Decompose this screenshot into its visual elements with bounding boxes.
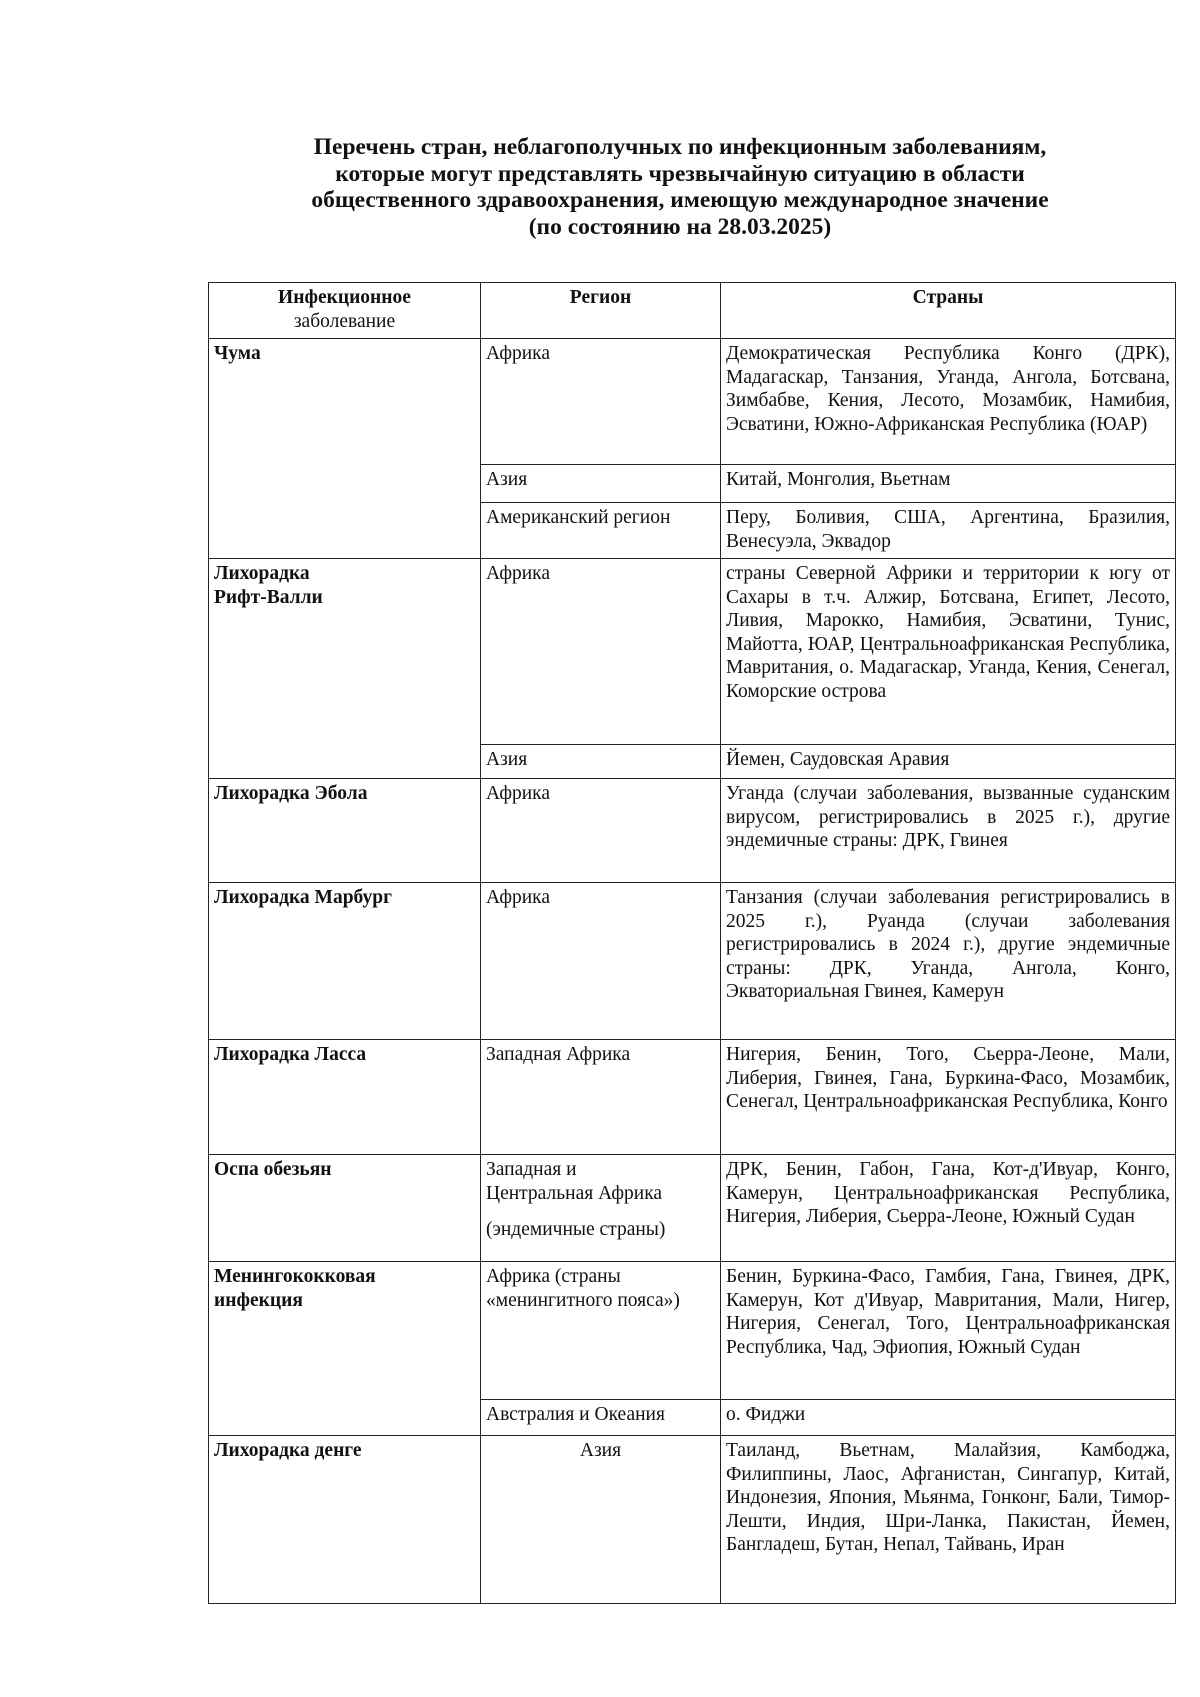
title-line: которые могут представлять чрезвычайную ситуацию в области <box>335 160 1025 187</box>
table-row <box>209 1155 1176 1262</box>
disease-mpox: Оспа обезьян <box>209 1155 481 1262</box>
region-cell: Азия <box>481 745 721 779</box>
region-cell: Австралия и Океания <box>481 1400 721 1436</box>
disease-meningococcal: Менингококковая инфекция <box>209 1262 481 1436</box>
countries-cell: Нигерия, Бенин, Того, Сьерра-Леоне, Мали, Либерия, Гвинея, Гана, Буркина-Фасо, Мозамбик, Сенегал, Центральноафриканская Республика, Конго <box>721 1040 1176 1155</box>
region-cell: Западная и Центральная Африка (эндемичные страны) <box>481 1155 721 1262</box>
table-row <box>209 1262 1176 1400</box>
document-title <box>120 134 1200 240</box>
region-cell: Американский регион <box>481 503 721 559</box>
table-row <box>209 883 1176 1040</box>
region-cell: Африка <box>481 883 721 1040</box>
title-line: общественного здравоохранения, имеющую международное значение <box>311 187 1049 213</box>
header-region: Регион <box>481 283 721 339</box>
title-line: Перечень стран, неблагополучных по инфекционным заболеваниям, <box>313 134 1047 160</box>
countries-cell: Перу, Боливия, США, Аргентина, Бразилия, Венесуэла, Эквадор <box>721 503 1176 559</box>
countries-cell: Танзания (случаи заболевания регистрировались в 2025 г.), Руанда (случаи заболевания регистрировались в 2024 г.), другие эндемичные страны: ДРК, Уганда, Ангола, Конго, Экваториальная Гвинея, Камерун <box>721 883 1176 1040</box>
countries-cell: ДРК, Бенин, Габон, Гана, Кот-д'Ивуар, Конго, Камерун, Центральноафриканская Республика, Нигерия, Либерия, Сьерра-Леоне, Южный Судан <box>721 1155 1176 1262</box>
countries-cell: Бенин, Буркина-Фасо, Гамбия, Гана, Гвинея, ДРК, Камерун, Кот д'Ивуар, Мавритания, Мали, Нигер, Нигерия, Сенегал, Того, Центральноафриканская Республика, Чад, Эфиопия, Южный Судан <box>721 1262 1176 1400</box>
disease-dengue: Лихорадка денге <box>209 1436 481 1604</box>
countries-cell: Уганда (случаи заболевания, вызванные суданским вирусом, регистрировались в 2025 г.), другие эндемичные страны: ДРК, Гвинея <box>721 779 1176 883</box>
countries-cell: Таиланд, Вьетнам, Малайзия, Камбоджа, Филиппины, Лаос, Афганистан, Сингапур, Китай, Индонезия, Япония, Мьянма, Гонконг, Бали, Тимор-Лешти, Индия, Шри-Ланка, Пакистан, Йемен, Бангладеш, Бутан, Непал, Тайвань, Иран <box>721 1436 1176 1604</box>
region-cell: Африка <box>481 559 721 745</box>
region-cell: Западная Африка <box>481 1040 721 1155</box>
countries-cell: о. Фиджи <box>721 1400 1176 1436</box>
countries-cell: Йемен, Саудовская Аравия <box>721 745 1176 779</box>
table-row <box>209 779 1176 883</box>
table-header-row <box>209 283 1176 339</box>
region-cell: Африка (страны «менингитного пояса») <box>481 1262 721 1400</box>
header-countries: Страны <box>721 283 1176 339</box>
disease-rift-valley: Лихорадка Рифт-Валли <box>209 559 481 779</box>
table-row <box>209 559 1176 745</box>
title-line: (по состоянию на 28.03.2025) <box>528 213 832 240</box>
countries-cell: Демократическая Республика Конго (ДРК), Мадагаскар, Танзания, Уганда, Ангола, Ботсвана, Зимбабве, Кения, Лесото, Мозамбик, Намибия, Эсватини, Южно-Африканская Республика (ЮАР) <box>721 339 1176 465</box>
countries-cell: Китай, Монголия, Вьетнам <box>721 465 1176 503</box>
disease-plague: Чума <box>209 339 481 559</box>
table-row <box>209 1040 1176 1155</box>
region-cell: Азия <box>481 1436 721 1604</box>
table-row <box>209 1436 1176 1604</box>
region-cell: Азия <box>481 465 721 503</box>
header-disease: Инфекционное заболевание <box>209 283 481 339</box>
table-row <box>209 339 1176 465</box>
region-cell: Африка <box>481 339 721 465</box>
region-cell: Африка <box>481 779 721 883</box>
disease-lassa: Лихорадка Ласса <box>209 1040 481 1155</box>
disease-ebola: Лихорадка Эбола <box>209 779 481 883</box>
disease-marburg: Лихорадка Марбург <box>209 883 481 1040</box>
countries-cell: страны Северной Африки и территории к югу от Сахары в т.ч. Алжир, Ботсвана, Египет, Лесото, Ливия, Марокко, Намибия, Эсватини, Тунис, Майотта, ЮАР, Центральноафриканская Республика, Мавритания, о. Мадагаскар, Уганда, Кения, Сенегал, Коморские острова <box>721 559 1176 745</box>
diseases-table <box>208 282 1176 1604</box>
